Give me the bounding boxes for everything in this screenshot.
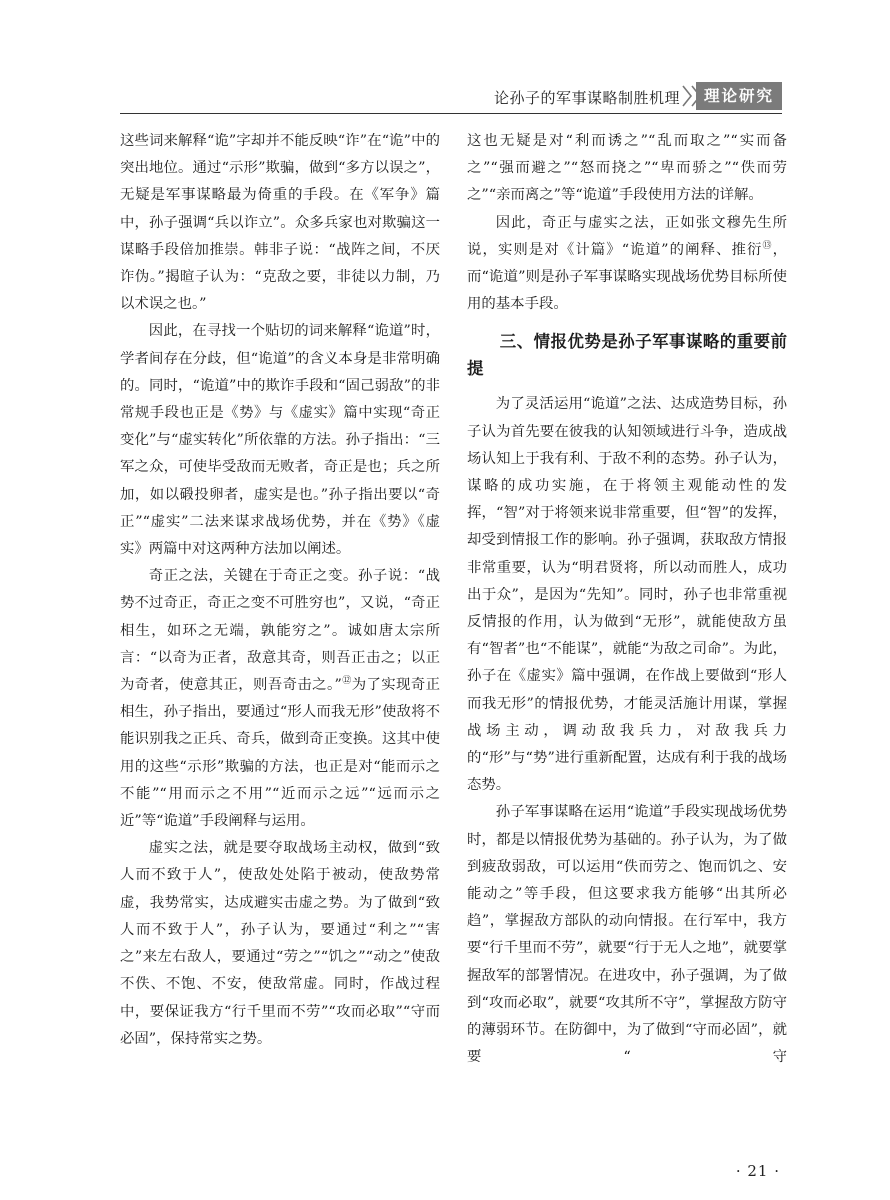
paragraph: 为了灵活运用“诡道”之法、达成造势目标，孙子认为首先要在彼我的认知领域进行斗争，造成战场认知上于我有利、于敌不利的态势。孙子认为，谋略的成功实施，在于将领主观能动性的发挥，“智”对于将领来说非常重要，但“智”的发挥，却受到情报工作的影响。孙子强调，获取敌方情报非常重要，认为“明君贤将，所以动而胜人，成功出于众”，是因为“先知”。同时，孙子也非常重视反情报的作用，认为做到“无形”，就能使敌方虽有“智者”也“不能谋”，就能“为敌之司命”。为此，孙子在《虚实》篇中强调，在作战上要做到“形人而我无形”的情报优势，才能灵活施计用谋，掌握战场主动，调动敌我兵力，对敌我兵力的“形”与“势”进行重新配置，达成有利于我的战场态势。 (467, 396, 787, 794)
footnote-marker: ⑫ (341, 676, 352, 687)
section-tag: 理论研究 (696, 82, 782, 110)
paragraph-text: 为了实现奇正相生，孙子指出，要通过“形人而我无形”使敌将不能识别我之正兵、奇兵，做到奇正变换。这其中使用的这些“示形”欺骗的方法，也正是对“能而示之不能”“用而示之不用”“近而示之远”“远而示之近”等“诡道”手段阐释与运用。 (120, 677, 440, 830)
footnote-marker: ⑬ (762, 241, 773, 252)
section-heading: 三、情报优势是孙子军事谋略的重要前提 (467, 332, 787, 379)
paragraph-text: 奇正之法，关键在于奇正之变。孙子说：“战势不过奇正，奇正之变不可胜穷也”，又说，“奇正相生，如环之无端，孰能穷之”。诚如唐太宗所言：“以奇为正者，敌意其奇，则吾正击之；以正为奇者，使意其正，则吾奇击之。” (120, 568, 440, 694)
paragraph: 孙子军事谋略在运用“诡道”手段实现战场优势时，都是以情报优势为基础的。孙子认为，为了做到疲敌弱敌，可以运用“佚而劳之、饱而饥之、安能动之”等手段，但这要求我方能够“出其所必趋”，掌握敌方部队的动向情报。在行军中，我方要“行千里而不劳”，就要“行于无人之地”，就要掌握敌军的部署情况。在进攻中，孙子强调，为了做到“攻而必取”，就要“攻其所不守”，掌握敌方防守的薄弱环节。在防御中，为了做到“守而必固”，就要“守 (467, 804, 787, 1066)
right-column (467, 128, 787, 1072)
paragraph: 虚实之法，就是要夺取战场主动权，做到“致人而不致于人”，使敌处处陷于被动，使敌势常虚，我势常实，达成避实击虚之势。为了做到“致人而不致于人”，孙子认为，要通过“利之”“害之”来左右敌人，要通过“劳之”“饥之”“动之”使敌不佚、不饱、不安，使敌常虚。同时，作战过程中，要保证我方“行千里而不劳”“攻而必取”“守而必固”，保持常实之势。 (120, 840, 440, 1047)
header-divider (120, 113, 782, 114)
paragraph-text: ，而“诡道”则是孙子军事谋略实现战场优势目标所使用的基本手段。 (467, 241, 787, 313)
running-title: 论孙子的军事谋略制胜机理 (493, 89, 680, 107)
paragraph: 这些词来解释“诡”字却并不能反映“诈”在“诡”中的突出地位。通过“示形”欺骗，做到“多方以误之”，无疑是军事谋略最为倚重的手段。在《军争》篇中，孙子强调“兵以诈立”。众多兵家也对欺骗这一谋略手段倍加推崇。韩非子说：“战阵之间，不厌诈伪。”揭暄子认为：“克敌之要，非徒以力制，乃以术误之也。” (120, 133, 440, 313)
paragraph-text: 因此，奇正与虚实之法，正如张文穆先生所说，实则是对《计篇》“诡道”的阐释、推衍 (467, 214, 787, 258)
page-number: · 21 · (735, 1162, 780, 1180)
paragraph: 这也无疑是对“利而诱之”“乱而取之”“实而备之”“强而避之”“怒而挠之”“卑而骄之”“佚而劳之”“亲而离之”等“诡道”手段使用方法的详解。 (467, 133, 787, 204)
running-header (120, 82, 782, 112)
paragraph (120, 563, 440, 835)
paragraph (467, 210, 787, 319)
paragraph: 因此，在寻找一个贴切的词来解释“诡道”时，学者间存在分歧，但“诡道”的含义本身是非常明确的。同时，“诡道”中的欺诈手段和“固己弱敌”的非常规手段也正是《势》与《虚实》篇中实现“奇正变化”与“虚实转化”所依靠的方法。孙子指出：“三军之众，可使毕受敌而无败者，奇正是也；兵之所加，如以碫投卵者，虚实是也。”孙子指出要以“奇正”“虚实”二法来谋求战场优势，并在《势》《虚实》两篇中对这两种方法加以阐述。 (120, 323, 440, 558)
left-column (120, 128, 440, 1053)
